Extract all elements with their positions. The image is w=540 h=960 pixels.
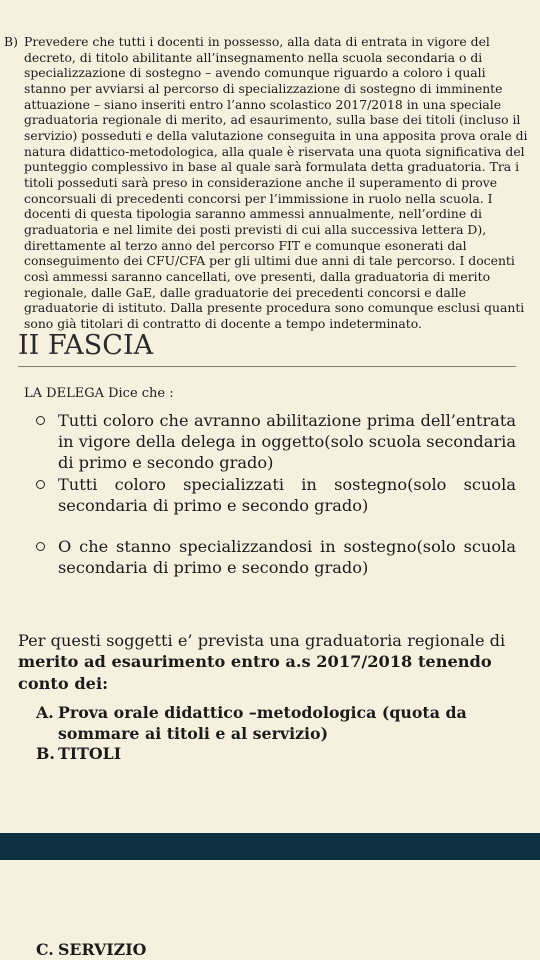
- list-item: [36, 474, 516, 516]
- bullet-list: [36, 410, 516, 578]
- section-b-paragraph: [0, 34, 530, 331]
- criteria-item: [36, 703, 476, 744]
- criteria-text: SERVIZIO: [58, 940, 147, 959]
- bullet-circle-icon: [36, 542, 45, 551]
- bullet-circle-icon: [36, 416, 45, 425]
- criteria-letter: A.: [36, 703, 54, 722]
- criteria-text: Prova orale didattico –metodologica (quota da sommare ai titoli e al servizio): [58, 703, 467, 743]
- delega-intro: LA DELEGA Dice che :: [24, 386, 174, 401]
- title-divider: [18, 366, 516, 367]
- section-b-text: Prevedere che tutti i docenti in possesso, alla data di entrata in vigore del decreto, di titolo abilitante all’insegnamento nella scuola secondaria o di specializzazione di sostegno – avendo comunque riguardo a coloro i quali stanno per avviarsi al percorso di specializzazione di sostegno di imminente attuazione – siano inseriti entro l’anno scolastico 2017/2018 in una speciale graduatoria regionale di merito, ad esaurimento, sulla base dei titoli (incluso il servizio) posseduti e della valutazione conseguita in una apposita prova orale di natura didattico-metodologica, alla quale è riservata una quota significativa del punteggio complessivo in base al quale sarà formulata detta graduatoria. Tra i titoli posseduti sarà preso in considerazione anche il superamento di prove concorsuali di precedenti concorsi per l’immissione in ruolo nella scuola. I docenti di questa tipologia saranno ammessi annualmente, nell’ordine di graduatoria e nel limite dei posti previsti di cui alla successiva lettera D), direttamente al terzo anno del percorso FIT e comunque esonerati dal conseguimento dei CFU/CFA per gli ultimi due anni di tale percorso. I docenti così ammessi saranno cancellati, ove presenti, dalla graduatoria di merito regionale, dalle GaE, dalle graduatorie dei precedenti concorsi e dalle graduatorie di istituto. Dalla presente procedura sono comunque esclusi quanti sono già titolari di contratto di docente a tempo indeterminato.: [24, 34, 528, 331]
- section-b-marker: B): [4, 34, 18, 49]
- page-title: II FASCIA: [18, 330, 154, 361]
- list-item: [36, 536, 516, 578]
- bullet-circle-icon: [36, 480, 45, 489]
- criteria-list: [36, 703, 476, 765]
- list-item-text: O che stanno specializzandosi in sostegno(solo scuola secondaria di primo e secondo grado): [58, 537, 516, 578]
- soggetti-text: Per questi soggetti e’ prevista una graduatoria regionale di: [18, 631, 506, 650]
- criteria-letter: C.: [36, 940, 54, 959]
- list-item: [36, 410, 516, 474]
- soggetti-bold-text: merito ad esaurimento entro a.s 2017/2018 tenendo conto dei:: [18, 652, 492, 693]
- criteria-item: [36, 744, 476, 765]
- criteria-item: [36, 940, 146, 960]
- criteria-text: TITOLI: [58, 744, 122, 764]
- list-item-text: Tutti coloro che avranno abilitazione prima dell’entrata in vigore della delega in oggetto(solo scuola secondaria di primo e secondo grado): [58, 411, 516, 473]
- list-item-text: Tutti coloro specializzati in sostegno(solo scuola secondaria di primo e secondo grado): [58, 474, 516, 515]
- page-break-band: [0, 833, 540, 860]
- soggetti-paragraph: [18, 630, 518, 694]
- criteria-letter: B.: [36, 744, 55, 764]
